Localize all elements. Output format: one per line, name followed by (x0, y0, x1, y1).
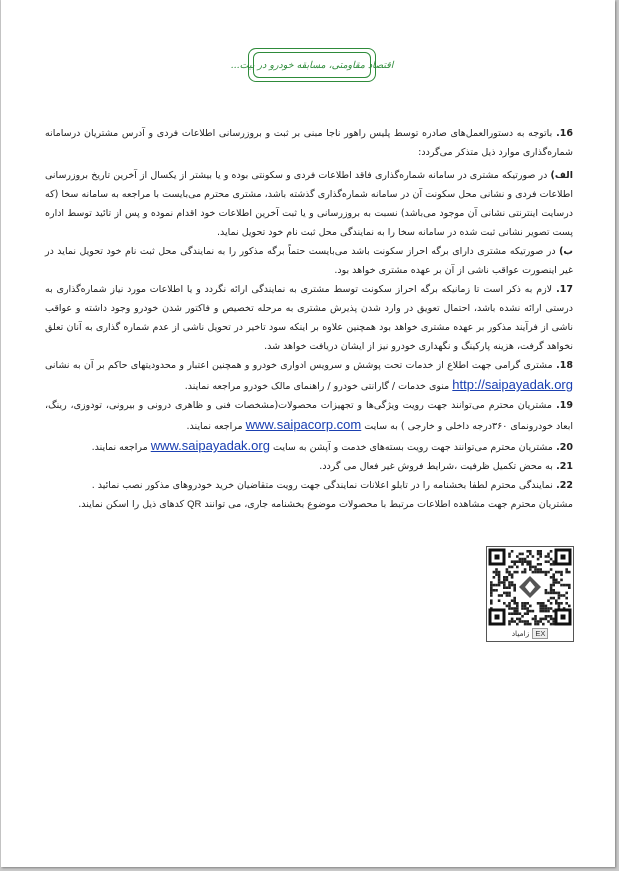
item-20: 20. مشتریان محترم می‌توانند جهت رویت بسته‌های خدمت و آپشن به سایت www.saipayadak.org مراجعه نمایند. (91, 438, 573, 453)
qr-code-pattern (487, 547, 573, 627)
item-22: 22. نمایندگی محترم لطفا بخشنامه را در تابلو اعلانات نمایندگی جهت رویت متقاضیان خرید خودروهای مذکور نصب نمائید . (91, 480, 573, 491)
saipayadak-services-link[interactable]: www.saipayadak.org (150, 438, 270, 453)
item-19: 19. مشتریان محترم می‌توانند جهت رویت ویژگی‌ها و تجهیزات محصولات(مشخصات فنی و ظاهری درونی و بیرونی، تودوزی، رینگ، ابعاد خودرونمای ۳۶۰درجه داخلی و خارجی ) به سایت www.saipacorp.com مراجعه نمایند. (45, 400, 573, 432)
qr-caption: EX زامیاد (487, 626, 573, 640)
logo-calligraphy: اقتصاد مقاومتی، مسابقه خودرو در بیت... (253, 52, 371, 78)
item-16: 16. باتوجه به دستورالعمل‌های صادره توسط پلیس راهور ناجا مبنی بر ثبت و بروزرسانی اطلاعات فردی و آدرس مشتریان درسامانه شماره‌گذاری موارد ذیل متذکر می‌گردد: (45, 128, 573, 158)
saipacorp-link[interactable]: www.saipacorp.com (245, 417, 362, 432)
item-16-part-a: الف) در صورتیکه مشتری در سامانه شماره‌گذاری فاقد اطلاعات فردی و سکونتی بوده و یا بیشتر از یکسال از آخرین تاریخ بروزرسانی اطلاعات فردی و نشانی محل سکونت آن در سامانه شماره‌گذاری گذشته باشد، مشتری محترم می‌بایست با مراجعه به سامانه سخا (که درسایت اینترنتی نشانی آن موجود می‌باشد) نسبت به بروزرسانی و یا ثبت آخرین اطلاعات خود اقدام نموده و پس از تائید توسط اداره پست تصویر نشانی ثبت شده در سامانه سخا را به نمایندگی محل ثبت نام خود تحویل نماید. (45, 170, 573, 238)
saipayadak-link[interactable]: http://saipayadak.org (452, 377, 573, 392)
item-16-part-b: ب) در صورتیکه مشتری دارای برگه احراز سکونت باشد می‌بایست حتماً برگه مذکور را به نمایندگی محل ثبت نام خود تحویل نماید در غیر اینصورت عواقب ناشی از آن بر عهده مشتری خواهد بود. (45, 246, 573, 276)
item-18: 18. مشتری گرامی جهت اطلاع از خدمات تحت پوشش و سرویس ادواری خودرو و همچنین اعتبار و محدودیتهای حاکم بر آن به نشانی http://saipayadak.org منوی خدمات / گارانتی خودرو / راهنمای مالک خودرو مراجعه نمایند. (45, 360, 574, 392)
zamyad-qr-code[interactable] (486, 546, 574, 642)
company-logo (230, 48, 394, 82)
document-page (1, 0, 615, 867)
qr-badge: EX (532, 628, 548, 639)
qr-instructions: مشتریان محترم جهت مشاهده اطلاعات مرتبط با محصولات موضوع بخشنامه جاری، می توانند QR کدهای ذیل را اسکن نمایند. (78, 499, 573, 510)
item-17: 17. لازم به ذکر است تا زمانیکه برگه احراز سکونت توسط مشتری به نمایندگی ارائه نگردد و یا اطلاعات مورد نیاز شماره‌گذاری به درستی ارائه نشده باشد، احتمال تعویق در وارد شدن پذیرش مشتری به مرحله تخصیص و فاکتور شدن خودرو وجود داشته و عواقب ناشی از فرآیند مذکور بر عهده مشتری خواهد بود همچنین علاوه بر اینکه سود تاخیر در تحویل ناشی از عدم شماره گذاری به آنان تعلق نخواهد گرفت، هزینه پارکینگ و نگهداری خودرو نیز از ایشان دریافت خواهد شد. (45, 284, 573, 352)
document-body (45, 124, 573, 514)
item-21: 21. به محض تکمیل ظرفیت ،شرایط فروش غیر فعال می گردد. (319, 461, 573, 472)
